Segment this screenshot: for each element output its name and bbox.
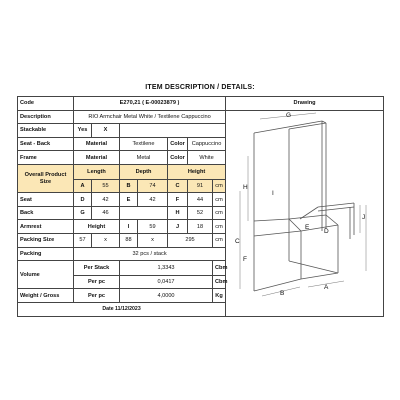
frame-material: Metal: [120, 151, 168, 165]
label-j: J: [362, 213, 366, 221]
dim-d-letter: D: [74, 193, 92, 207]
dim-i-value: 59: [138, 220, 168, 234]
dim-h-value: 52: [188, 206, 213, 220]
dim-e-value: 42: [138, 193, 168, 207]
dim-unit: cm: [213, 179, 226, 193]
frame-material-label: Material: [74, 151, 120, 165]
label-c: C: [235, 237, 240, 245]
label-f: F: [243, 255, 248, 263]
dim-b-value: 74: [138, 179, 168, 193]
seat-label: Seat: [18, 193, 74, 207]
label-b: B: [280, 289, 285, 297]
drawing-cell: [226, 110, 384, 316]
seat-back-color-label: Color: [168, 137, 188, 151]
dim-a-letter: A: [74, 179, 92, 193]
label-i: I: [272, 189, 274, 197]
armrest-height-label: Height: [74, 220, 120, 234]
volume-unit-pc: Cbm: [213, 275, 226, 289]
dim-d-value: 42: [92, 193, 120, 207]
label-g: G: [286, 111, 292, 119]
dim-f-letter: F: [168, 193, 188, 207]
dim-g-value: 46: [92, 206, 120, 220]
back-label: Back: [18, 206, 74, 220]
stackable-label: Stackable: [18, 124, 74, 138]
armrest-unit: cm: [213, 220, 226, 234]
code-value: E270,21 ( E-00023879 ): [74, 97, 226, 111]
date-footer: Date 11/12/2023: [18, 303, 226, 317]
drawing-header: Drawing: [226, 97, 384, 111]
dim-g-letter: G: [74, 206, 92, 220]
label-d: D: [324, 227, 329, 235]
description-value: RIO Armchair Metal White / Textilene Cappuccino: [74, 110, 226, 124]
frame-label: Frame: [18, 151, 74, 165]
weight-per-pc-label: Per pc: [74, 289, 120, 303]
packing-size-x1: x: [92, 233, 120, 247]
stackable-empty: [120, 124, 226, 138]
frame-color-label: Color: [168, 151, 188, 165]
dim-j-value: 18: [188, 220, 213, 234]
label-h: H: [243, 183, 248, 191]
dim-i-letter: I: [120, 220, 138, 234]
weight-value: 4,0000: [120, 289, 213, 303]
weight-label: Weight / Gross: [18, 289, 74, 303]
frame-color: White: [188, 151, 226, 165]
label-a: A: [324, 283, 329, 291]
seat-back-material: Textilene: [120, 137, 168, 151]
volume-per-pc: 0,0417: [120, 275, 213, 289]
packing-size-v2: 88: [120, 233, 138, 247]
dim-b-letter: B: [120, 179, 138, 193]
dim-h-letter: H: [168, 206, 188, 220]
packing-size-unit: cm: [213, 233, 226, 247]
weight-unit: Kg: [213, 289, 226, 303]
packing-label: Packing: [18, 247, 74, 261]
volume-per-stack: 1,3343: [120, 261, 213, 276]
packing-size-v1: 57: [74, 233, 92, 247]
code-label: Code: [18, 97, 74, 111]
packing-value: 32 pcs / stack: [74, 247, 226, 261]
overall-length-header: Length: [74, 164, 120, 179]
dim-a-value: 55: [92, 179, 120, 193]
dim-j-letter: J: [168, 220, 188, 234]
overall-height-header: Height: [168, 164, 226, 179]
volume-per-pc-label: Per pc: [74, 275, 120, 289]
page-title: ITEM DESCRIPTION / DETAILS:: [145, 84, 255, 91]
back-empty: [120, 206, 168, 220]
seat-unit: cm: [213, 193, 226, 207]
seat-back-material-label: Material: [74, 137, 120, 151]
armrest-label: Armrest: [18, 220, 74, 234]
volume-unit-stack: Cbm: [213, 261, 226, 276]
dim-e-letter: E: [120, 193, 138, 207]
volume-label: Volume: [18, 261, 74, 289]
armchair-drawing: [226, 111, 384, 316]
seat-back-label: Seat - Back: [18, 137, 74, 151]
overall-depth-header: Depth: [120, 164, 168, 179]
seat-back-color: Cappuccino: [188, 137, 226, 151]
volume-per-stack-label: Per Stack: [74, 261, 120, 276]
packing-size-label: Packing Size: [18, 233, 74, 247]
packing-size-v3: 295: [168, 233, 213, 247]
dim-c-letter: C: [168, 179, 188, 193]
back-unit: cm: [213, 206, 226, 220]
description-label: Description: [18, 110, 74, 124]
stackable-yes: Yes: [74, 124, 92, 138]
dim-f-value: 44: [188, 193, 213, 207]
label-e: E: [305, 223, 310, 231]
packing-size-x2: x: [138, 233, 168, 247]
spec-table: [17, 96, 384, 317]
stackable-mark: X: [92, 124, 120, 138]
dim-c-value: 91: [188, 179, 213, 193]
overall-size-label: Overall Product Size: [18, 164, 74, 192]
